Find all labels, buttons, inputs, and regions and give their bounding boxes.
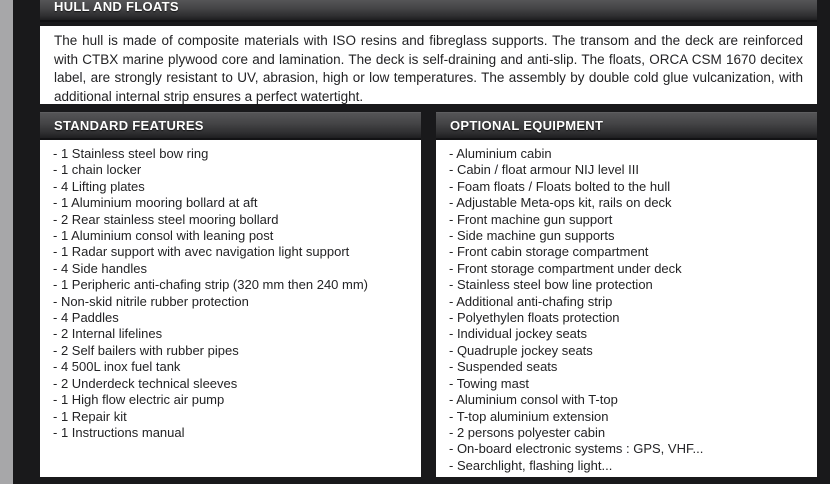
standard-features-list bbox=[40, 140, 421, 477]
feature-list-item: - 2 Self bailers with rubber pipes bbox=[53, 342, 239, 358]
equipment-list-item: - Cabin / float armour NIJ level III bbox=[449, 162, 640, 178]
section-header-optional-equipment bbox=[436, 112, 817, 140]
optional-equipment-list bbox=[436, 140, 817, 477]
equipment-list-item: - Aluminium consol with T-top bbox=[449, 392, 618, 408]
feature-list-item: - 4 Side handles bbox=[53, 260, 147, 276]
equipment-list-item: - On-board electronic systems : GPS, VHF... bbox=[449, 441, 704, 457]
left-gutter-strip bbox=[0, 0, 13, 484]
feature-list-item: - 1 Stainless steel bow ring bbox=[53, 146, 209, 161]
feature-list-item: - Non-skid nitrile rubber protection bbox=[53, 293, 249, 309]
equipment-list-item: - Side machine gun supports bbox=[449, 228, 615, 244]
feature-list-item: - 1 Aluminium consol with leaning post bbox=[53, 228, 274, 244]
features-columns bbox=[40, 112, 817, 477]
equipment-list-item: - Stainless steel bow line protection bbox=[449, 277, 653, 293]
equipment-list-item: - Front machine gun support bbox=[449, 211, 613, 227]
optional-equipment-section bbox=[436, 112, 817, 477]
feature-list-item: - 1 chain locker bbox=[53, 162, 142, 178]
section-title: STANDARD FEATURES bbox=[54, 118, 204, 133]
feature-list-item: - 4 Lifting plates bbox=[53, 178, 145, 194]
equipment-list-item: - Front cabin storage compartment bbox=[449, 244, 649, 260]
feature-list-item: - 4 500L inox fuel tank bbox=[53, 359, 181, 375]
section-title: OPTIONAL EQUIPMENT bbox=[450, 118, 604, 133]
hull-description-panel bbox=[40, 26, 817, 104]
equipment-list-item: - Searchlight, flashing light... bbox=[449, 457, 613, 473]
feature-list-item: - 1 Aluminium mooring bollard at aft bbox=[53, 195, 258, 211]
equipment-list-item: - Aluminium cabin bbox=[449, 146, 552, 161]
hull-description-text: The hull is made of composite materials with ISO resins and fibreglass supports. The transom and the deck are reinforced with CTBX marine plywood core and lamination. The deck is self-draining and anti-slip. The floats, ORCA CSM 1670 decitex label, are strongly resistant to UV, abrasion, high or low temperatures. The assembly by double cold glue vulcanization, with additional internal strip ensures a perfect watertight. bbox=[54, 33, 803, 104]
feature-list-item: - 1 Instructions manual bbox=[53, 424, 185, 440]
equipment-list-item: - Towing mast bbox=[449, 375, 529, 391]
equipment-list-item: - Additional anti-chafing strip bbox=[449, 293, 613, 309]
section-header-standard-features bbox=[40, 112, 421, 140]
feature-list-item: - 1 Radar support with avec navigation light support bbox=[53, 244, 350, 260]
feature-list-item: - 1 Peripheric anti-chafing strip (320 mm then 240 mm) bbox=[53, 277, 369, 293]
feature-list-item: - 4 Paddles bbox=[53, 310, 119, 326]
equipment-list-item: - T-top aluminium extension bbox=[449, 408, 609, 424]
feature-list-item: - 2 Internal lifelines bbox=[53, 326, 163, 342]
feature-list-item: - 2 Rear stainless steel mooring bollard bbox=[53, 211, 279, 227]
hull-and-floats-section bbox=[40, 0, 817, 104]
feature-list-item: - 1 High flow electric air pump bbox=[53, 392, 225, 408]
equipment-list-item: - Suspended seats bbox=[449, 359, 558, 375]
section-header-hull-and-floats bbox=[40, 0, 817, 22]
standard-features-section bbox=[40, 112, 421, 477]
feature-list-item: - 2 Underdeck technical sleeves bbox=[53, 375, 238, 391]
equipment-list-item: - 2 persons polyester cabin bbox=[449, 424, 606, 440]
equipment-list-item: - Individual jockey seats bbox=[449, 326, 588, 342]
equipment-list-item: - Polyethylen floats protection bbox=[449, 310, 620, 326]
equipment-list-item: - Quadruple jockey seats bbox=[449, 342, 593, 358]
equipment-list-item: - Foam floats / Floats bolted to the hull bbox=[449, 178, 671, 194]
section-title: HULL AND FLOATS bbox=[54, 0, 179, 14]
feature-list-item: - 1 Repair kit bbox=[53, 408, 127, 424]
equipment-list-item: - Adjustable Meta-ops kit, rails on deck bbox=[449, 195, 672, 211]
spec-sheet-content bbox=[40, 0, 817, 477]
equipment-list-item: - Front storage compartment under deck bbox=[449, 260, 682, 276]
